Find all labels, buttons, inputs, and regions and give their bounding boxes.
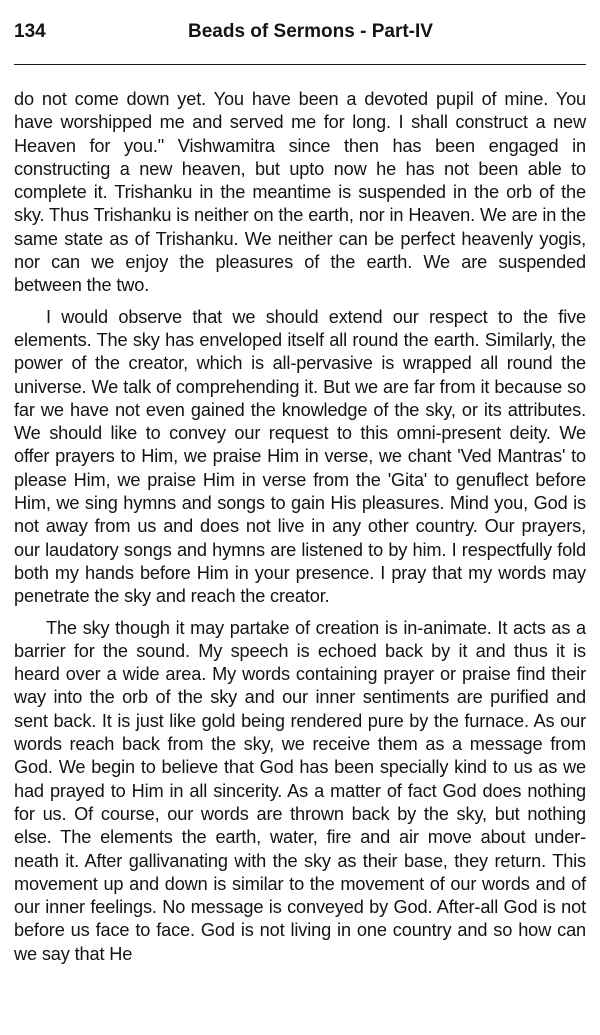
- paragraph-1: do not come down yet. You have been a devoted pupil of mine. You have worshipped me and served me for long. I shall construct a new Heaven for you." Vishwamitra since then has been engaged in constructing a new heaven, but upto now he has not been able to complete it. Trishanku in the meantime is suspended in the orb of the sky. Thus Trishanku is neither on the earth, nor in Heaven. We are in the same state as of Trishanku. We neither can be perfect heavenly yogis, nor can we enjoy the pleasures of the earth. We are suspended between the two.: [14, 89, 586, 296]
- running-title: Beads of Sermons - Part-IV: [188, 21, 433, 42]
- page-header: [14, 20, 586, 44]
- page-number: 134: [14, 21, 46, 42]
- paragraph-3: The sky though it may partake of creation is in-animate. It acts as a barrier for the sound. My speech is echoed back by it and thus it is heard over a wide area. My words containing prayer or praise find their way into the orb of the sky and our inner sentiments are purified and sent back. It is just like gold being rendered pure by the furnace. As our words reach back from the sky, we receive them as a message from God. We begin to believe that God has been specially kind to us as we had prayed to Him in all sincerity. As a matter of fact God does nothing for us. Of course, our words are thrown back by the sky, but nothing else. The elements the earth, water, fire and air move about under-neath it. After gallivanating with the sky as their base, they return. This movement up and down is similar to the movement of our words and of our inner feelings. No message is conveyed by God. After-all God is not before us face to face. God is not living in one country and so how can we say that He: [14, 617, 586, 964]
- paragraph-2: I would observe that we should extend our respect to the five elements. The sky has enveloped itself all round the earth. Similarly, the power of the creator, which is all-pervasive is wrapped all round the universe. We talk of comprehending it. But we are far from it because so far we have not even gained the knowledge of the sky, or its attributes. We should like to convey our request to this omni-present deity. We offer prayers to Him, we praise Him in verse, we chant 'Ved Mantras' to please Him, we praise Him in verse from the 'Gita' to genuflect before Him, we sing hymns and songs to gain His pleasures. Mind you, God is not away from us and does not live in any other country. Our prayers, our laudatory songs and hymns are listened to by him. I respectfully fold both my hands before Him in your presence. I pray that my words may penetrate the sky and reach the creator.: [14, 306, 586, 607]
- page-body: [14, 88, 586, 974]
- header-rule: [14, 64, 586, 65]
